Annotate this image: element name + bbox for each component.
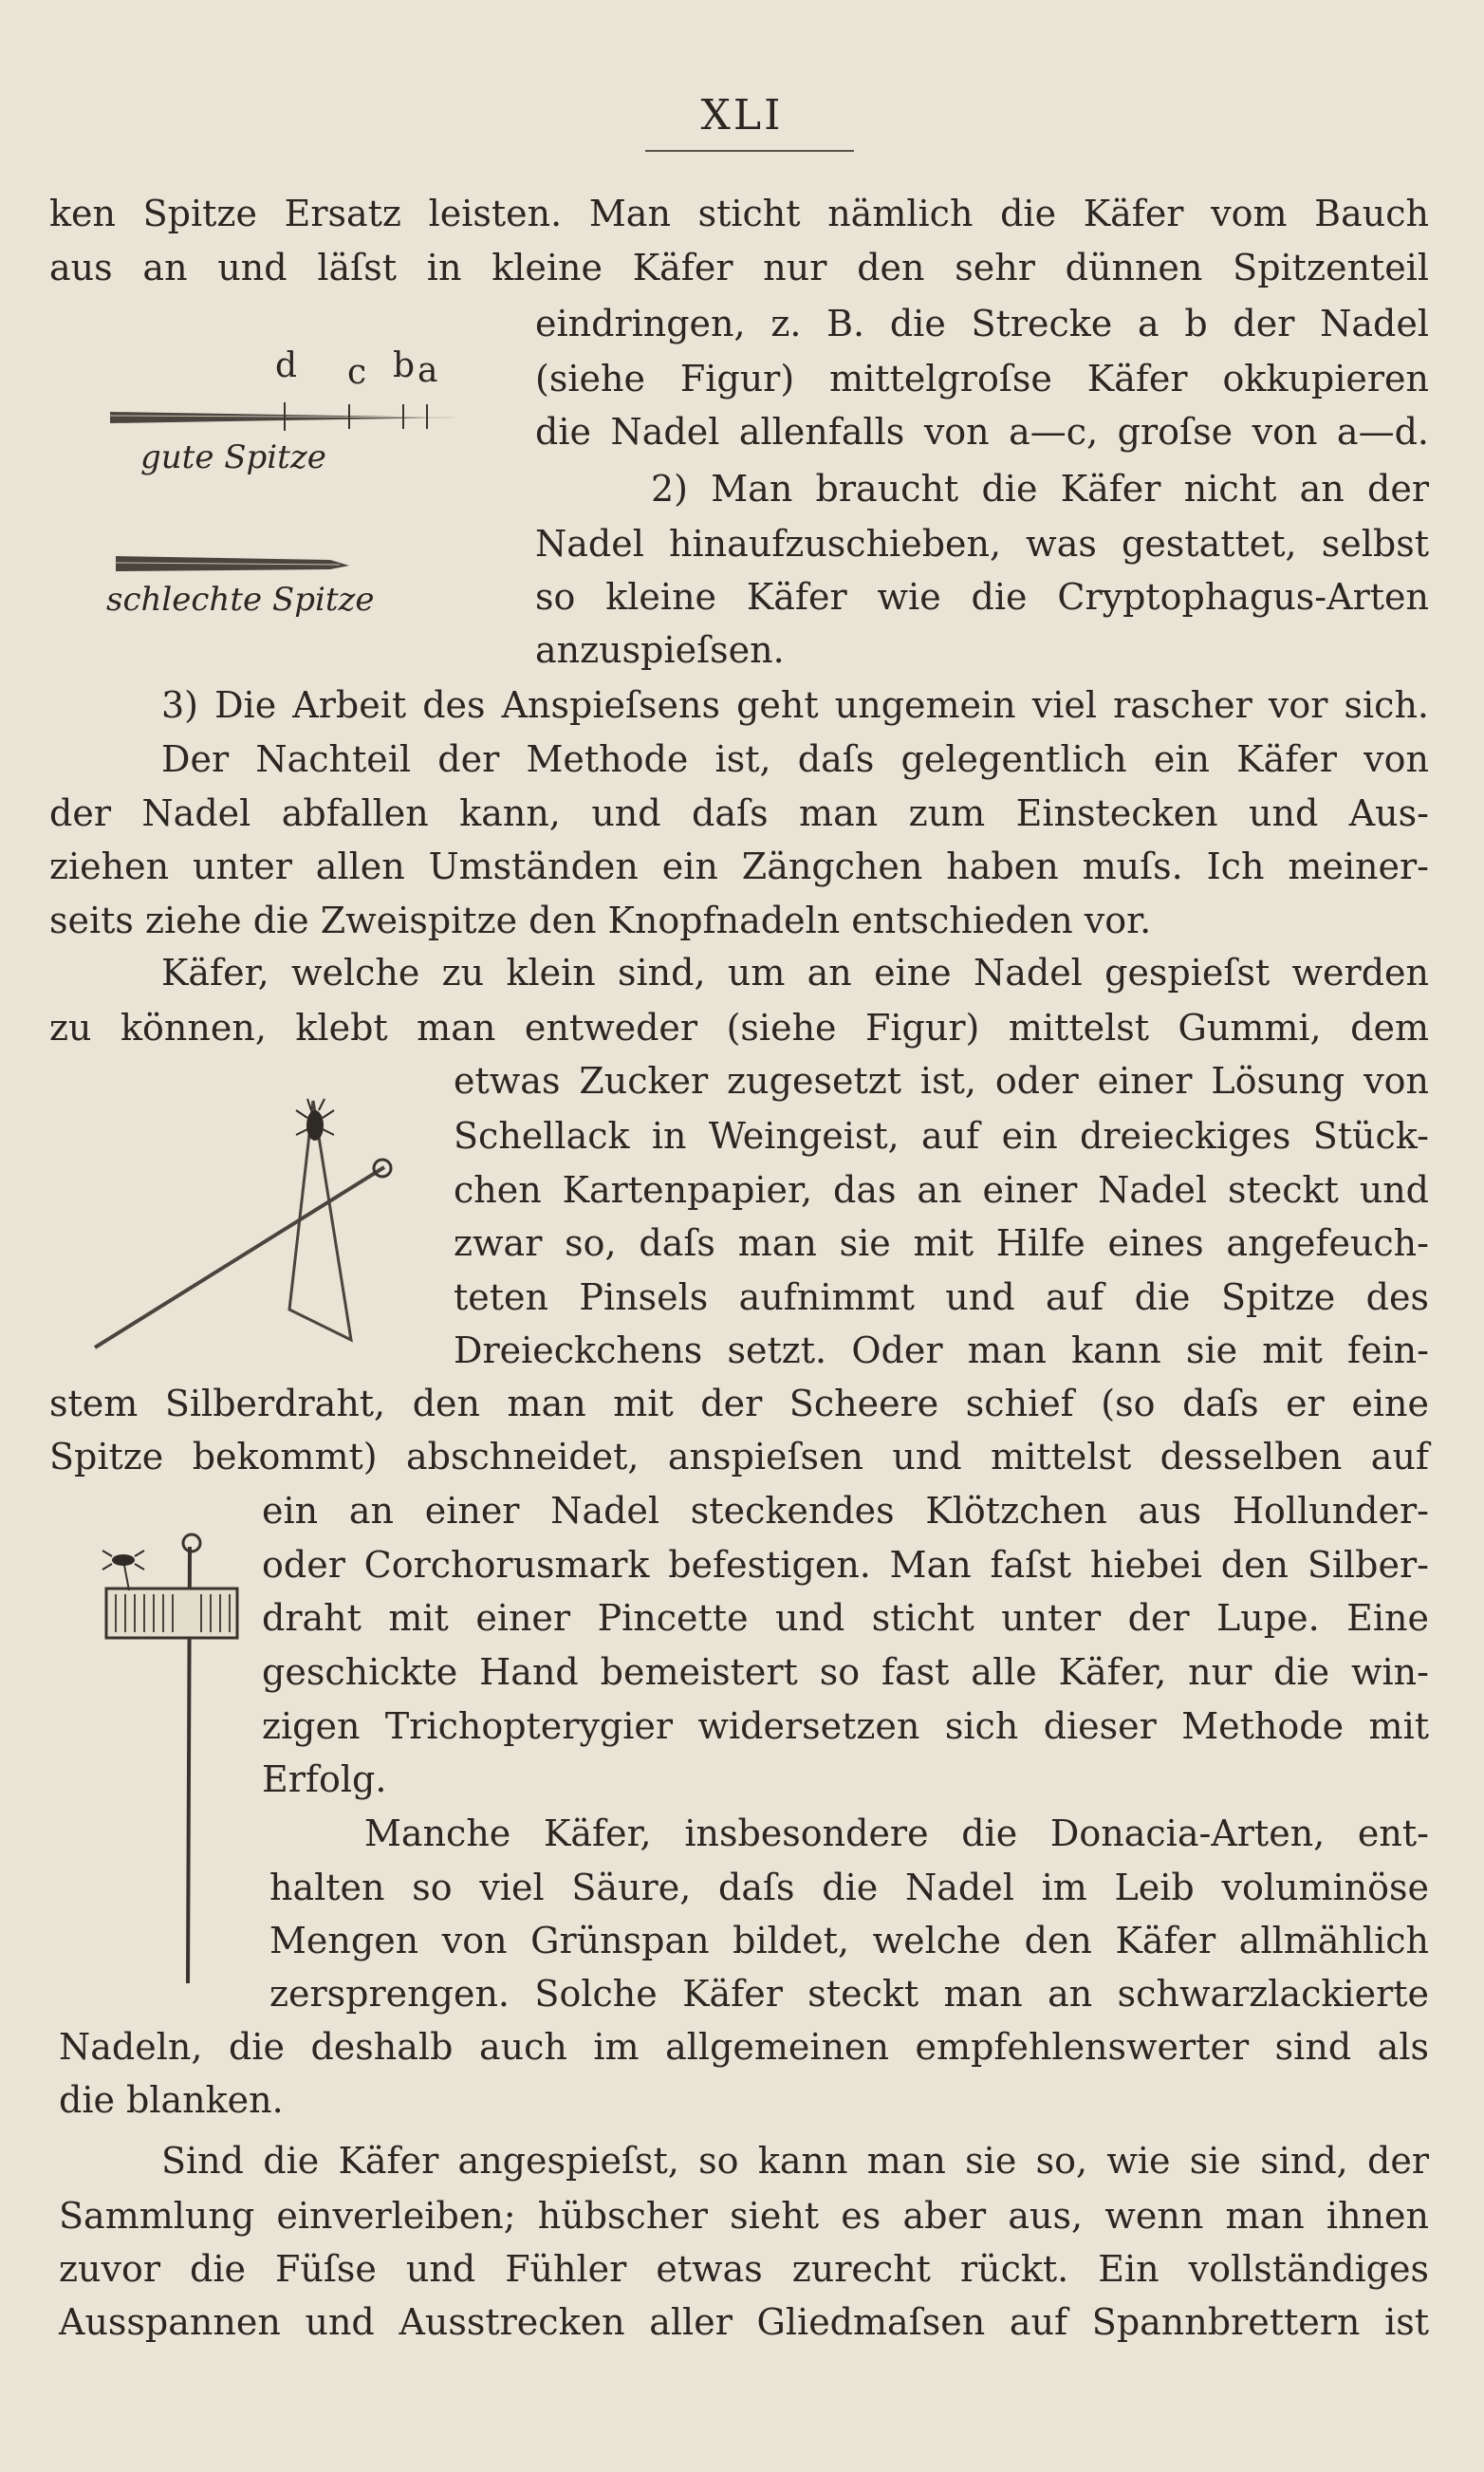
text-line: Mengen von Grünspan bildet, welche den Käfer allmählich (269, 1920, 1429, 1961)
text-line: die Nadel allenfalls von a—c, groſse von a—d. (535, 411, 1429, 453)
text-line: Dreieckchens setzt. Oder man kann sie mit fein- (454, 1329, 1429, 1371)
text-line: ken Spitze Ersatz leisten. Man sticht nämlich die Käfer vom Bauch (49, 193, 1429, 234)
text-line: eindringen, z. B. die Strecke a b der Nadel (535, 303, 1429, 344)
text-line: Sind die Käfer angespieſst, so kann man sie so, wie sie sind, der (161, 2140, 1429, 2182)
caption-bad-tip: schlechte Spitze (106, 581, 375, 619)
text-line: zu können, klebt man entweder (siehe Figur) mittelst Gummi, dem (49, 1007, 1429, 1049)
caption-good-tip: gute Spitze (140, 438, 326, 476)
text-line: Spitze bekommt) abschneidet, anspieſsen und mittelst desselben auf (49, 1436, 1429, 1478)
text-line: geschickte Hand bemeistert so fast alle Käfer, nur die win- (262, 1651, 1429, 1693)
text-line: aus an und läſst in kleine Käfer nur den sehr dünnen Spitzenteil (49, 247, 1429, 288)
text-line: die blanken. (59, 2079, 284, 2121)
needle-label-d: d (275, 346, 298, 385)
text-line: so kleine Käfer wie die Cryptophagus-Arten (535, 576, 1429, 618)
text-line: draht mit einer Pincette und sticht unter der Lupe. Eine (262, 1597, 1429, 1639)
text-line: Ausspannen und Ausstrecken aller Gliedmaſsen auf Spannbrettern ist (59, 2301, 1429, 2343)
text-line: oder Corchorusmark befestigen. Man faſst hiebei den Silber- (262, 1544, 1429, 1586)
text-line: der Nadel abfallen kann, und daſs man zum Einstecken und Aus- (49, 792, 1429, 834)
text-line: teten Pinsels aufnimmt und auf die Spitze des (454, 1276, 1429, 1318)
text-line: Sammlung einverleiben; hübscher sieht es aber aus, wenn man ihnen (59, 2195, 1429, 2237)
good-needle-illustration (104, 399, 474, 437)
text-line: ziehen unter allen Umständen ein Zängchen haben muſs. Ich meiner- (49, 846, 1429, 887)
text-line: anzuspieſsen. (535, 629, 785, 671)
text-line: zersprengen. Solche Käfer steckt man an schwarzlackierte (269, 1973, 1429, 2015)
needle-label-b: b (393, 346, 416, 385)
needle-label-a: a (417, 351, 438, 390)
text-line: Käfer, welche zu klein sind, um an eine Nadel gespieſst werden (161, 952, 1429, 994)
text-line: 2) Man braucht die Käfer nicht an der (651, 468, 1429, 510)
text-line: ein an einer Nadel steckendes Klötzchen aus Hollunder- (262, 1490, 1429, 1532)
text-line: zwar so, daſs man sie mit Hilfe eines angefeuch- (454, 1222, 1429, 1264)
glued-beetle-illustration (76, 1091, 417, 1366)
text-line: Manche Käfer, insbesondere die Donacia-Arten, ent- (364, 1812, 1429, 1854)
text-line: stem Silberdraht, den man mit der Scheere schief (so daſs er eine (49, 1383, 1429, 1424)
text-line: Erfolg. (262, 1758, 387, 1800)
text-line: etwas Zucker zugesetzt ist, oder einer Lösung von (454, 1060, 1429, 1102)
text-line: Nadel hinaufzuschieben, was gestattet, selbst (535, 523, 1429, 565)
text-line: chen Kartenpapier, das an einer Nadel steckt und (454, 1169, 1429, 1211)
text-line: 3) Die Arbeit des Anspieſsens geht ungemein viel rascher vor sich. (161, 684, 1429, 726)
pith-block-illustration (85, 1528, 256, 1993)
text-line: zuvor die Füſse und Fühler etwas zurecht rückt. Ein vollständiges (59, 2248, 1429, 2290)
needle-label-c: c (347, 353, 367, 392)
text-line: (siehe Figur) mittelgroſse Käfer okkupieren (535, 358, 1429, 400)
text-line: Nadeln, die deshalb auch im allgemeinen empfehlenswerter sind als (59, 2026, 1429, 2068)
text-line: zigen Trichopterygier widersetzen sich dieser Methode mit (262, 1705, 1429, 1747)
page-number: XLI (700, 91, 784, 139)
text-line: Schellack in Weingeist, auf ein dreieckiges Stück- (454, 1115, 1429, 1157)
bad-needle-illustration (112, 550, 359, 579)
text-line: seits ziehe die Zweispitze den Knopfnadeln entschieden vor. (49, 900, 1152, 941)
header-rule (645, 150, 854, 152)
text-line: Der Nachteil der Methode ist, daſs gelegentlich ein Käfer von (161, 738, 1429, 780)
text-line: halten so viel Säure, daſs die Nadel im Leib voluminöse (269, 1867, 1429, 1908)
